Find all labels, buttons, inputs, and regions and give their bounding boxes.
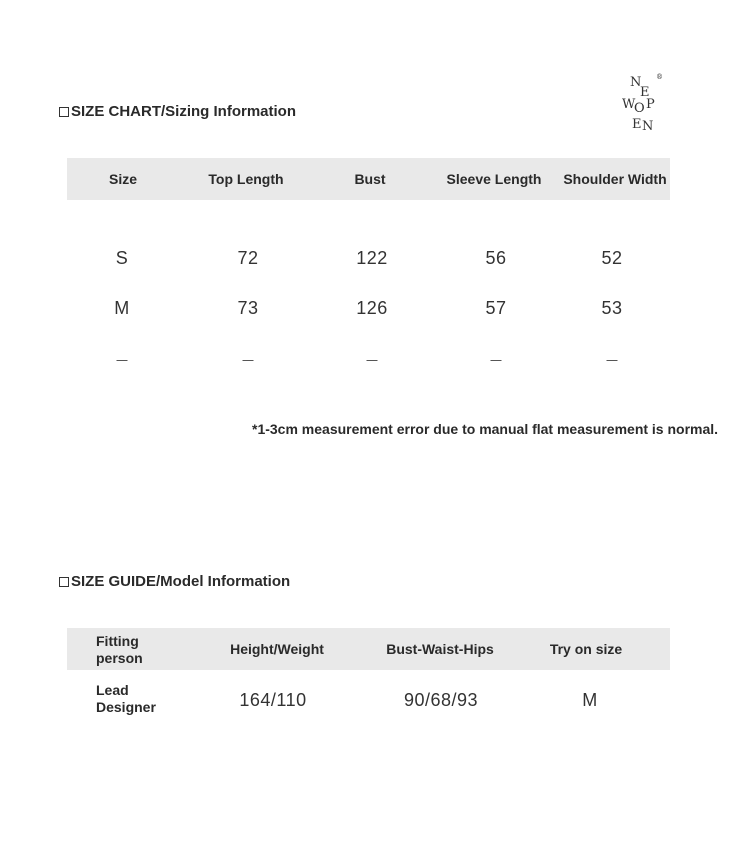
- header-try-on-size: Try on size: [549, 641, 623, 657]
- table-cell: 52: [601, 248, 623, 268]
- header-bust: Bust: [354, 171, 386, 187]
- header-bust-waist-hips: Bust-Waist-Hips: [386, 641, 494, 657]
- table-cell: 73: [237, 298, 259, 318]
- header-height-weight: Height/Weight: [230, 641, 324, 657]
- checkbox-square-icon: [59, 577, 69, 587]
- header-size: Size: [108, 171, 138, 187]
- empty-cell-dash: [243, 360, 254, 361]
- table-cell: M: [114, 298, 130, 318]
- empty-cell-dash: [117, 360, 128, 361]
- table-cell: 72: [237, 248, 259, 268]
- size-guide-title: [59, 573, 290, 590]
- table-cell: 126: [356, 298, 388, 318]
- size-guide-title-text: SIZE GUIDE/Model Information: [71, 573, 291, 590]
- table-cell: 56: [485, 248, 507, 268]
- header-shoulder-width: Shoulder Width: [563, 171, 667, 187]
- logo-letter: N: [642, 119, 654, 134]
- model-try-on-size: M: [582, 690, 598, 710]
- logo-letter: P: [646, 97, 655, 112]
- header-fitting-person: Fitting person: [96, 633, 143, 666]
- logo-letter: N: [630, 75, 642, 90]
- logo-letter: O: [634, 101, 645, 116]
- model-measurements: 90/68/93: [403, 690, 479, 710]
- empty-cell-dash: [367, 360, 378, 361]
- logo-letter: E: [640, 85, 650, 100]
- model-height-weight: 164/110: [239, 690, 307, 710]
- size-chart-title: [59, 103, 296, 120]
- table-cell: 57: [485, 298, 507, 318]
- logo-letter: E: [632, 117, 642, 132]
- table-cell: 122: [356, 248, 388, 268]
- table-cell: S: [115, 248, 129, 268]
- table-cell: 53: [601, 298, 623, 318]
- logo-letter: W: [622, 97, 636, 112]
- brand-logo: [616, 74, 668, 140]
- empty-cell-dash: [491, 360, 502, 361]
- checkbox-square-icon: [59, 107, 69, 117]
- size-chart-title-text: SIZE CHART/Sizing Information: [71, 103, 296, 120]
- empty-cell-dash: [607, 360, 618, 361]
- header-sleeve-length: Sleeve Length: [446, 171, 542, 187]
- header-top-length: Top Length: [208, 171, 284, 187]
- measurement-note: *1-3cm measurement error due to manual flat measurement is normal.: [252, 421, 719, 437]
- model-name: Lead Designer: [96, 682, 156, 715]
- registered-mark: ®: [656, 73, 663, 81]
